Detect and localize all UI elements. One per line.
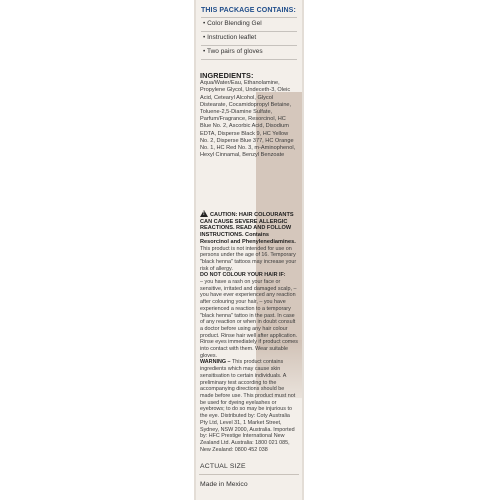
box-edge-right — [302, 0, 304, 500]
footer-divider — [199, 474, 299, 475]
actual-size-label: ACTUAL SIZE — [200, 463, 246, 470]
made-in-label: Made in Mexico — [200, 481, 248, 488]
ingredients-title: INGREDIENTS: — [200, 71, 254, 80]
package-item: • Color Blending Gel — [201, 17, 297, 31]
warning-heading: WARNING – — [200, 359, 231, 366]
caution-heading: CAUTION: HAIR COLOURANTS CAN CAUSE SEVERE ALLERGIC REACTIONS. READ AND FOLLOW INSTRUCTIONS. Contains Resorcinol and Phenylenediamines. — [200, 212, 296, 245]
warning-triangle-icon — [200, 210, 208, 217]
do-not-colour-heading: DO NOT COLOUR YOUR HAIR IF: — [200, 272, 286, 279]
warning-text: This product contains ingredients which may cause skin sensitisation to certain individuals. A preliminary test according to the accompanying directions should be made before use. This product must not be used for dyeing eyelashes or eyebrows; to do so may be injurious to the eye. Distributed by: Coty Australia Pty Ltd, Level 31, 1 Market Street, Sydney, NSW 2000, Australia. Imported by: HFC Prestige International New Zealand Ltd. Australia: 1800 021 085, New Zealand: 0800 452 038 — [200, 359, 296, 453]
do-not-colour-text: – you have a rash on your face or sensitive, irritated and damaged scalp, – you have ever experienced any reaction after colouring your hair, – you have experienced a reaction to a temporary "black henna" tattoo in the past. In case of any reaction or when in doubt consult a doctor before using any hair colour product. Rinse hair well after application. Rinse eyes immediately if product comes into contact with them. Wear suitable gloves. — [200, 279, 298, 359]
package-item: • Two pairs of gloves — [201, 45, 297, 60]
package-contents-list — [201, 17, 297, 60]
package-contents — [201, 7, 297, 60]
ingredients-block — [200, 72, 298, 159]
caution-heading-row — [200, 210, 298, 246]
package-contents-title: THIS PACKAGE CONTAINS: — [201, 7, 296, 14]
package-item: • Instruction leaflet — [201, 31, 297, 45]
ingredients-text: Aqua/Water/Eau, Ethanolamine, Propylene Glycol, Undeceth-3, Oleic Acid, Cetearyl Alcohol, Glycol Distearate, Cocamidopropyl Betaine, Toluene-2,5-Diamine Sulfate, Parfum/Fragrance, Resorcinol, HC Blue No. 2, Ascorbic Acid, Disodium EDTA, Disperse Black 9, HC Yellow No. 2, Disperse Blue 377, HC Orange No. 1, HC Red No. 3, m-Aminophenol, Hexyl Cinnamal, Benzyl Benzoate — [200, 80, 296, 159]
caution-age-note: This product is not intended for use on persons under the age of 16. Temporary "black henna" tattoos may increase your risk of allergy. — [200, 245, 297, 272]
caution-block — [200, 210, 298, 453]
